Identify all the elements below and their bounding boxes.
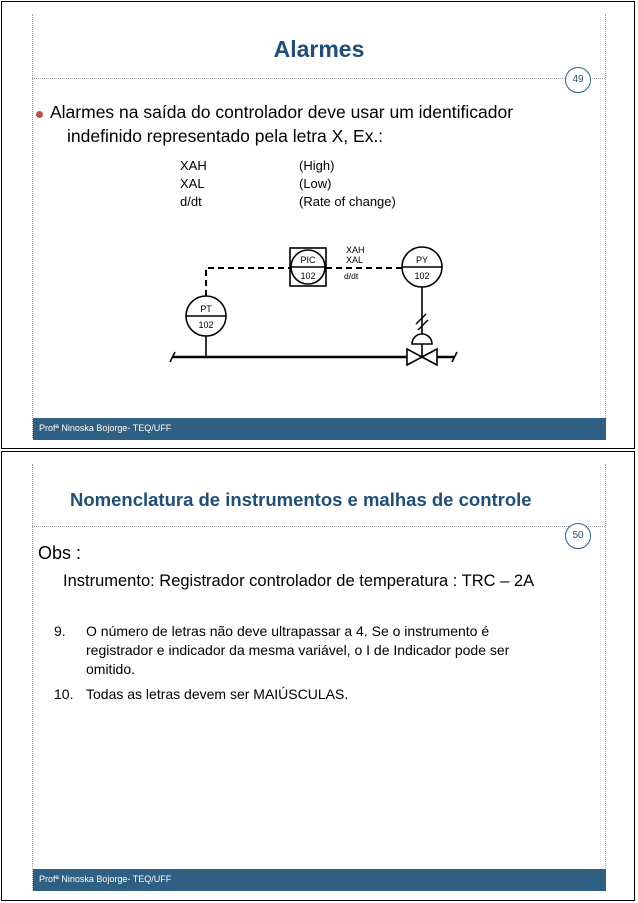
title-divider	[32, 78, 605, 80]
right-guide-line	[605, 14, 607, 438]
pt-signal-line	[206, 268, 290, 296]
item-number: 9.	[54, 623, 66, 639]
alarm-code: d/dt	[180, 194, 202, 209]
pid-diagram	[162, 234, 462, 374]
bullet-text-line2: indefinido representado pela letra X, Ex.:	[67, 126, 384, 146]
footer-author: Profª Ninoska Bojorge- TEQ/UFF	[39, 874, 172, 884]
item9-text-line2: registrador e indicador da mesma variável, o I de Indicador pode ser	[86, 642, 510, 658]
title-divider	[32, 526, 605, 528]
item-number: 10.	[54, 686, 74, 702]
right-guide-line	[605, 464, 607, 890]
bullet-text-line1: Alarmes na saída do controlador deve usar um identificador	[50, 102, 514, 122]
alarm-code: XAH	[180, 158, 207, 173]
signal-slash	[416, 314, 426, 324]
diagram-xah: XAH	[346, 245, 365, 255]
footer-author: Profª Ninoska Bojorge- TEQ/UFF	[39, 423, 172, 433]
page-number-badge: 49	[565, 67, 591, 93]
bullet-icon	[36, 111, 43, 118]
obs-label: Obs :	[38, 543, 82, 563]
pt-number: 102	[198, 320, 214, 330]
alarm-meaning: (Rate of change)	[299, 194, 396, 209]
footer-bar	[33, 418, 606, 440]
slide-title: Alarmes	[273, 36, 365, 62]
slide-title: Nomenclatura de instrumentos e malhas de controle	[70, 489, 532, 510]
pic-number: 102	[300, 271, 316, 281]
pic-tag: PIC	[300, 255, 316, 265]
diagram-ddt: d/dt	[344, 271, 359, 281]
alarm-meaning: (High)	[299, 158, 335, 173]
item9-text-line1: O número de letras não deve ultrapassar a 4. Se o instrumento é	[86, 623, 490, 639]
alarm-meaning: (Low)	[299, 176, 332, 191]
page-number-badge: 50	[565, 523, 591, 549]
slide-49	[1, 1, 635, 449]
slide-50	[1, 451, 635, 901]
py-tag: PY	[415, 255, 429, 265]
diagram-xal: XAL	[346, 255, 364, 265]
footer-bar	[33, 869, 606, 891]
instrument-example: Instrumento: Registrador controlador de temperatura : TRC – 2A	[63, 572, 535, 590]
alarm-code: XAL	[180, 176, 205, 191]
py-number: 102	[414, 271, 430, 281]
pt-tag: PT	[200, 304, 212, 314]
valve-actuator-icon	[412, 334, 432, 344]
item9-text-line3: omitido.	[86, 661, 136, 677]
signal-slash	[418, 320, 428, 330]
item10-text: Todas as letras devem ser MAIÚSCULAS.	[86, 686, 349, 702]
